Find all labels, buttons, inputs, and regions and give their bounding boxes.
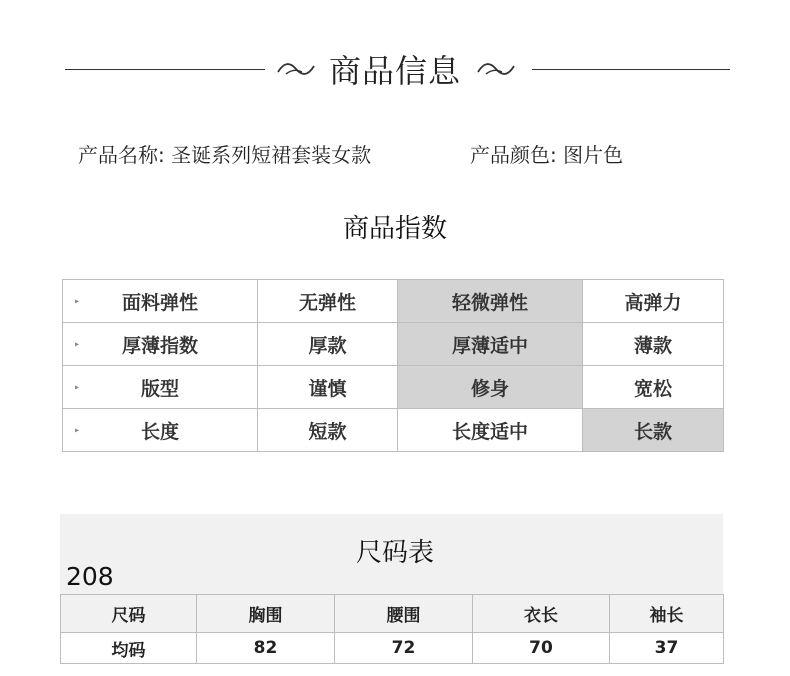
- index-option: 薄款: [583, 323, 724, 366]
- product-name-label: 产品名称:: [78, 143, 165, 167]
- index-row-label-text: 版型: [140, 377, 179, 400]
- index-row-label: [63, 323, 258, 366]
- index-option: 厚款: [258, 323, 398, 366]
- index-option: 长款: [583, 409, 724, 452]
- product-name-value: 圣诞系列短裙套装女款: [171, 143, 372, 167]
- index-table: [62, 279, 724, 452]
- index-row-label-text: 长度: [140, 420, 179, 443]
- index-option: 谨慎: [258, 366, 398, 409]
- index-row: [63, 323, 724, 366]
- size-table: [60, 594, 724, 664]
- index-option: 轻微弹性: [398, 280, 583, 323]
- size-cell: 82: [197, 633, 335, 664]
- triangle-bullet-icon: ▸: [75, 296, 80, 306]
- index-row-label-text: 厚薄指数: [121, 334, 198, 357]
- index-section-title: 商品指数: [342, 214, 447, 244]
- index-row: [63, 409, 724, 452]
- size-header-cell: 衣长: [473, 595, 610, 633]
- size-header-row: [61, 595, 724, 633]
- header-right-rule: [532, 69, 730, 70]
- product-color-value: 图片色: [563, 143, 624, 167]
- triangle-bullet-icon: ▸: [75, 382, 80, 392]
- size-header-cell: 袖长: [610, 595, 724, 633]
- size-cell: 72: [335, 633, 473, 664]
- product-color-label: 产品颜色:: [470, 143, 557, 167]
- index-option: 短款: [258, 409, 398, 452]
- index-row-label: [63, 280, 258, 323]
- index-option: 修身: [398, 366, 583, 409]
- index-row-label: [63, 409, 258, 452]
- size-row: [61, 633, 724, 664]
- size-cell: 70: [473, 633, 610, 664]
- index-row: [63, 366, 724, 409]
- index-row-label: [63, 366, 258, 409]
- index-option: 无弹性: [258, 280, 398, 323]
- index-row-label-text: 面料弹性: [121, 291, 198, 314]
- page-title: 商品信息: [328, 52, 461, 90]
- index-option: 长度适中: [398, 409, 583, 452]
- size-section-number: 208: [66, 562, 114, 591]
- size-header-cell: 胸围: [197, 595, 335, 633]
- size-header-cell: 尺码: [61, 595, 197, 633]
- product-name: [78, 139, 371, 168]
- size-cell: 37: [610, 633, 724, 664]
- index-option: 厚薄适中: [398, 323, 583, 366]
- size-cell: 均码: [61, 633, 197, 664]
- size-section-title: 尺码表: [355, 538, 434, 568]
- index-option: 高弹力: [583, 280, 724, 323]
- triangle-bullet-icon: ▸: [75, 339, 80, 349]
- product-color: [470, 139, 623, 168]
- triangle-bullet-icon: ▸: [75, 425, 80, 435]
- index-option: 宽松: [583, 366, 724, 409]
- right-swirl-icon: [476, 60, 522, 78]
- index-row: [63, 280, 724, 323]
- size-header-cell: 腰围: [335, 595, 473, 633]
